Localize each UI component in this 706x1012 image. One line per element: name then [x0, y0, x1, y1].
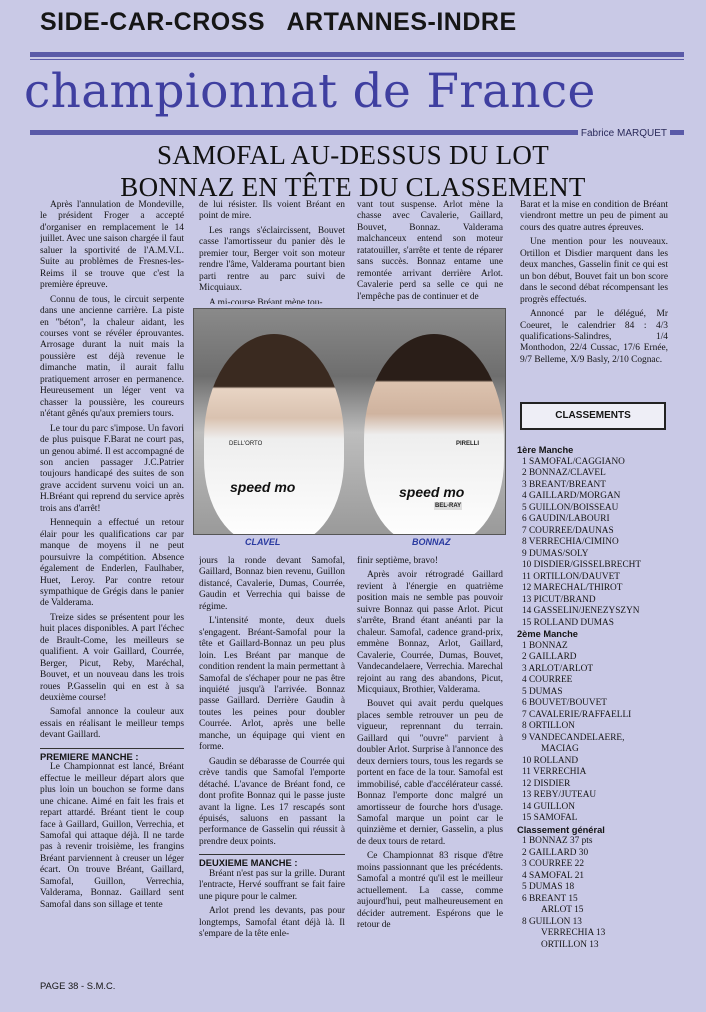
- paragraph: de lui résister. Ils voient Bréant en point de mire.: [199, 200, 345, 222]
- result-row: 10 DISDIER/GISSELBRECHT: [522, 560, 642, 570]
- paragraph: vant tout suspense. Arlot mène la chasse avec Cavalerie, Gaillard, Bouvet, Bonnaz. Valderama malchanceux entend son moteur ratatouiller, s'arrête et tente de réparer sans succès. Bonnaz entame une remontée arrivant derrière Arlot. Cavalerie perd sa selle ce qui ne l'empêche pas de continuer et de: [357, 200, 503, 302]
- paragraph: jours la ronde devant Samofal, Gaillard, Bonnaz bien revenu, Guillon distancé, Cavalerie, Dumas, Courrée, Gaudin et Verrechia qui baisse de régime.: [199, 556, 345, 612]
- page-footer: PAGE 38 - S.M.C.: [40, 980, 116, 991]
- result-row: 8 VERRECHIA/CIMINO: [522, 537, 619, 547]
- headline-line-1: SAMOFAL AU-DESSUS DU LOT: [157, 140, 549, 170]
- result-row: VERRECHIA 13: [541, 928, 606, 938]
- page-title: championnat de France: [24, 64, 596, 119]
- paragraph: finir septième, bravo!: [357, 556, 438, 566]
- result-row: 5 DUMAS: [522, 686, 563, 697]
- paragraph: Ce Championnat 83 risque d'être moins passionnant que les précédents. Samofal a montré qu'il est le meilleur actuellement. La casse, comme aujourd'hui, peut malheureusement en décider autrement. Espérons que le retour de: [357, 851, 503, 931]
- shirt-logo-left: speed mo: [230, 479, 296, 495]
- result-row: 2 GAILLARD: [522, 652, 577, 662]
- result-row: 2 GAILLARD 30: [522, 847, 589, 858]
- photo-caption-right: BONNAZ: [412, 537, 451, 547]
- result-row: 8 ORTILLON: [522, 721, 575, 731]
- result-row: 9 VANDECANDELAERE,: [522, 732, 625, 743]
- sponsor-right: PIRELLI: [456, 441, 480, 447]
- result-row: 5 GUILLON/BOISSEAU: [522, 502, 619, 513]
- article-column-2-top: [199, 200, 345, 304]
- result-row: 11 VERRECHIA: [522, 767, 587, 777]
- paragraph: Après l'annulation de Mondeville, le président Froger a accepté d'organiser en remplacement le 14 juillet. Avec une saison chargée il faut saluer la sportivité de l'A.M.V.L. Suite au problèmes de Fresnes-les-Reims il se trouve que c'est la première épreuve.: [40, 200, 184, 291]
- result-row: 6 BREANT 15: [522, 893, 578, 904]
- result-row: 3 ARLOT/ARLOT: [522, 663, 594, 674]
- paragraph: Treize sides se présentent pour les huit places disponibles. A part l'échec de Brault-Come, les meilleurs se qualifient. A voir Gaillard, Courrée, Berger, Picut, Reby, Maréchal, Bouvet, et un nouveau dans les trois roues P.Gasselin qui en est à sa deuxième course!: [40, 612, 184, 704]
- results-heading-manche1: 1ère Manche: [517, 445, 574, 455]
- paragraph: Les rangs s'éclaircissent, Bouvet casse l'amortisseur du panier dès le premier tour, Berger voit son moteur rendre l'âme, Valderama pourtant bien parti rentre au parc suivi de Micquiaux.: [199, 225, 345, 294]
- article-column-1: [40, 200, 184, 980]
- photo-figure-left: [204, 334, 344, 535]
- result-row: 13 REBY/JUTEAU: [522, 790, 597, 800]
- article-column-3-bottom: [357, 556, 503, 976]
- photo-clavel-bonnaz: [193, 308, 506, 535]
- result-row: 1 BONNAZ: [522, 640, 568, 651]
- result-row: 3 BREANT/BREANT: [522, 479, 606, 490]
- shirt-logo-right: speed mo: [399, 484, 465, 500]
- result-row: MACIAG: [541, 744, 579, 754]
- section-kicker: SIDE-CAR-CROSS ARTANNES-INDRE: [40, 8, 517, 36]
- results-heading-manche2: 2ème Manche: [517, 629, 578, 639]
- article-column-4: [520, 200, 668, 395]
- sponsor-belray: BEL-RAY: [435, 503, 462, 509]
- paragraph: Le tour du parc s'impose. Un favori de plus puisque F.Barat ne court pas, un genou abimé. Il est accompagné de son ancien passager J.C.Patrier toujours handicapé des suites de son grave accident survenu voici un an. H.Bréant qui reprend du service après trois ans d'arrêt!: [40, 423, 184, 514]
- paragraph: Connu de tous, le circuit serpente dans une ancienne carrière. La piste en ''béton'', la chaleur aidant, les courses vont se révéler éprouvantes. Arrosage durant la nuit mais la poussière est déjà revenue le dimanche matin, il aurait fallu pratiquement arroser en permanence. Heureusement un léger vent va chasser la poussière, les coureurs n'étant gênés qu'aux premiers tours.: [40, 294, 184, 420]
- paragraph: Le Championnat est lancé, Bréant effectue le meilleur départ alors que plus loin un bouchon se forme dans une chicane. Aimé en fait les frais et repart attardé. Bréant tient le coup face à Gaillard, Guillon, Verrechia, et Samofal qui attaque déjà. Il ne tarde pas à revenir troisième, les frangins Bréant parviennent à creuser un léger écart. On trouve Bréant, Gaillard, Samofal, Guillon, Verrechia, Valderama, Bonnaz. Gaillard sent Samofal dans son sillage et tente: [40, 762, 184, 910]
- paragraph: Bouvet qui avait perdu quelques places semble retrouver un peu de vigueur, reprennant du terrain. Gaillard qui ''ouvre'' parvient à doubler Arlot. Surprise à l'annonce des deux derniers tours, tous les regards se portent en face de la tour. Samofal est immobilisé, cable d'accélérateur cassé. Bonnaz l'emporte donc malgré un amortisseur de fourche hors d'usage. Samofal marque un point car le quinzième et dernier, Gasselin, a plus de deux tours de retard.: [357, 699, 503, 847]
- result-row: 14 GUILLON: [522, 801, 575, 812]
- result-row: 9 DUMAS/SOLY: [522, 548, 589, 559]
- result-row: 15 SAMOFAL: [522, 813, 578, 823]
- paragraph: Samofal annonce la couleur aux essais en réalisant le meilleur temps devant Gaillard.: [40, 707, 184, 741]
- result-row: 7 CAVALERIE/RAFFAELLI: [522, 709, 632, 720]
- headline-line-2: BONNAZ EN TÊTE DU CLASSEMENT: [120, 172, 586, 202]
- paragraph: L'intensité monte, deux duels s'engagent. Bréant-Samofal pour la tête et Gaillard-Bonnaz un peu plus loin. Les Bréant par manque de condition rendent la main permettant à Samofal de s'échaper pour ne pas être inquiété jusqu'à l'arrivée. Bonnaz passe Gaillard. Derrière Gaudin à toutes les peines pour doubler Courrée. Arlot, après une belle manche, un équipage qui vient en forme.: [199, 616, 345, 753]
- paragraph: A mi-course Bréant mène tou-: [209, 297, 323, 304]
- article-column-3-top: [357, 200, 503, 304]
- author-byline: Fabrice MARQUET: [578, 128, 670, 139]
- result-row: 15 ROLLAND DUMAS: [522, 617, 614, 628]
- result-row: 1 BONNAZ 37 pts: [522, 836, 593, 846]
- result-row: 6 BOUVET/BOUVET: [522, 698, 607, 708]
- paragraph: Une mention pour les nouveaux. Ortillon et Disdier marquent dans les deux manches, Gasselin finit ce qui est un bon début, Bouvet fait un bon score dans le second débat récompensant les progrès effectués.: [520, 237, 668, 305]
- article-column-2-bottom: [199, 556, 345, 976]
- header-rule-top: [30, 52, 684, 57]
- results-heading-general: Classement général: [517, 824, 605, 835]
- result-row: ARLOT 15: [541, 905, 584, 915]
- result-row: 4 GAILLARD/MORGAN: [522, 491, 621, 501]
- result-row: 5 DUMAS 18: [522, 882, 575, 892]
- paragraph: Hennequin a effectué un retour élair pour les qualifications car par manque de moyens il ne peut poursuivre la compétition. Absence également de Enderlen, Faulhaber, Huet, Leroy. Par contre retour sympathique de Grégis dans le panier de Valderama.: [40, 518, 184, 609]
- photo-caption-left: CLAVEL: [245, 537, 281, 547]
- header-rule-thin: [30, 59, 684, 60]
- sponsor-left: DELL'ORTO: [229, 441, 263, 447]
- paragraph: Bréant n'est pas sur la grille. Durant l'entracte, Hervé souffrant se fait faire une piqure pour le calmer.: [199, 868, 345, 902]
- result-row: 13 PICUT/BRAND: [522, 594, 596, 605]
- result-row: ORTILLON 13: [541, 939, 599, 950]
- paragraph: Gaudin se débarasse de Courrée qui crève tandis que Samofal l'emporte détaché. L'avance de Bréant fond, ce dont profite Bonnaz qui le passe juste avant la ligne. Les 17 rescapés sont épuisés, saluons en passant la performance de Gasselin qui réussit à prendre deux points.: [199, 756, 345, 847]
- result-row: 4 COURREE: [522, 675, 573, 685]
- paragraph: Arlot prend les devants, pas pour longtemps, Samofal étant déjà là. Il s'empare de la tête enle-: [199, 906, 345, 940]
- paragraph: Barat et la mise en condition de Bréant viendront mettre un peu de piment au cours des quatre autres épreuves.: [520, 200, 668, 233]
- result-row: 3 COURREE 22: [522, 859, 584, 869]
- result-row: 10 ROLLAND: [522, 755, 579, 766]
- section-heading: DEUXIEME MANCHE :: [199, 854, 345, 868]
- result-row: 11 ORTILLON/DAUVET: [522, 571, 620, 582]
- result-row: 12 MARECHAL/THIROT: [522, 583, 623, 593]
- classements-heading: CLASSEMENTS: [520, 402, 666, 430]
- result-row: 6 GAUDIN/LABOURI: [522, 514, 610, 524]
- result-row: 2 BONNAZ/CLAVEL: [522, 468, 606, 478]
- results-panel: [517, 445, 677, 951]
- paragraph: Après avoir rétrogradé Gaillard revient à l'énergie en quatrième position mais ne semble pas pouvoir suivre Bonnaz qui passe Arlot. Picut s'arrête, Brand étant anéanti par la chaleur. Samofal, cadence grand-prix, emmène Bonnaz, Arlot, Gaillard, Cavalerie, Courrée, Dumas, Bouvet, Vandecandelaere, Verrechia. Marechal rejoint au rang des abandons, Picut, Micquiaux, Brothier, Valderama.: [357, 570, 503, 695]
- result-row: 7 COURREE/DAUNAS: [522, 525, 614, 536]
- section-heading: PREMIERE MANCHE :: [40, 748, 184, 762]
- result-row: 1 SAMOFAL/CAGGIANO: [522, 456, 625, 467]
- result-row: 4 SAMOFAL 21: [522, 870, 584, 881]
- result-row: 12 DISDIER: [522, 778, 571, 789]
- paragraph: Annoncé par le délégué, Mr Coeuret, le calendrier 84 : 4/3 qualifications-Salindres, 1/4 Monthodon, 22/4 Cussac, 17/6 Ernée, 9/7 Belleme, X/9 Basly, 2/10 Cognac.: [520, 309, 668, 365]
- result-row: 14 GASSELIN/JENEZYSZYN: [522, 606, 640, 616]
- result-row: 8 GUILLON 13: [522, 916, 582, 927]
